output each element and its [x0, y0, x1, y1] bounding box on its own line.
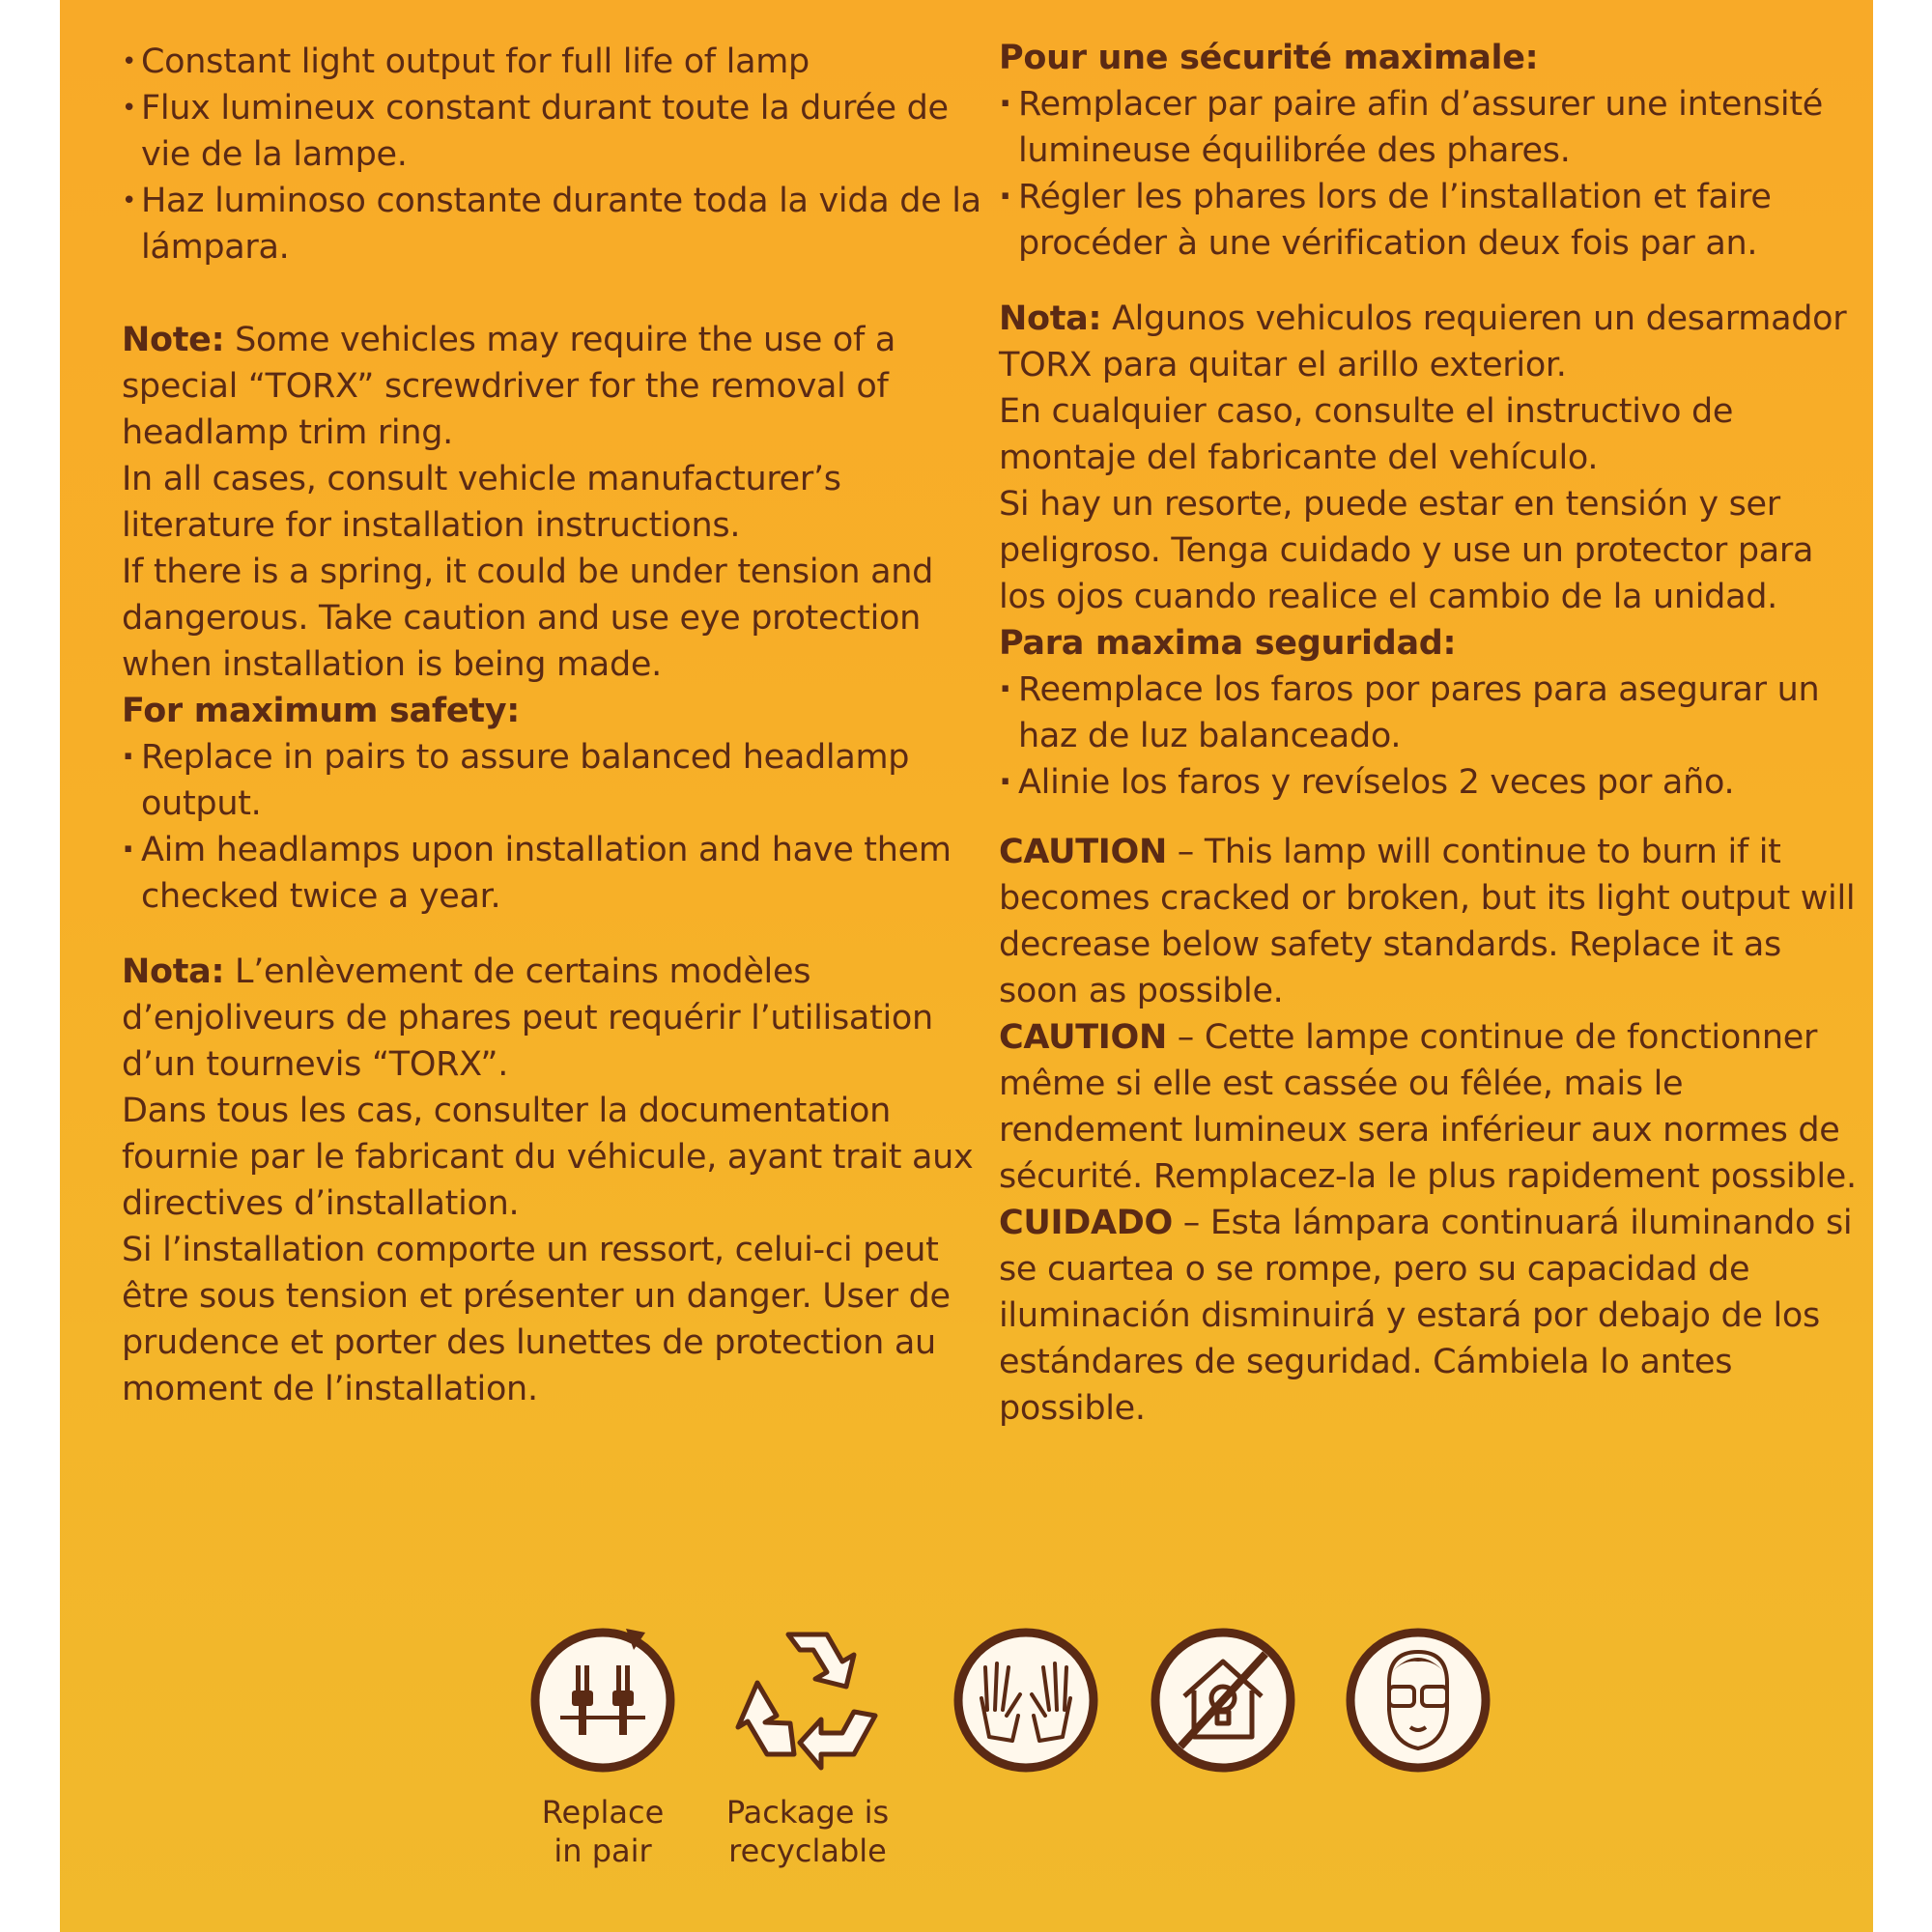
bullet-item: • Constant light output for full life of lamp [122, 39, 991, 85]
nota-text: L’enlèvement de certains modèles d’enjoliveurs de phares peut requérir l’utilisation d’un tournevis “TORX”. [122, 952, 933, 1084]
replace-pair-icon [526, 1623, 680, 1777]
gloves-icon [949, 1623, 1103, 1777]
replace-pair-label-line-2: in pair [554, 1833, 652, 1869]
caution-en-label: CAUTION [999, 833, 1167, 871]
es-safety-item: · Reemplace los faros por pares para asegurar un haz de luz balanceado. [999, 667, 1868, 759]
note-text: Some vehicles may require the use of a special “TORX” screwdriver for the removal of headlamp trim ring. [122, 321, 896, 452]
note-paragraph-3: If there is a spring, it could be under tension and dangerous. Take caution and use eye protection when installation is being made. [122, 553, 934, 684]
bullet-item: • Flux lumineux constant durant toute la durée de vie de la lampe. [122, 85, 991, 178]
es-nota-paragraph-2: En cualquier caso, consulte el instructivo de montaje del fabricante del vehículo. [999, 392, 1734, 477]
nota-label: Nota: [122, 952, 225, 991]
replace-pair-label-line-1: Replace [541, 1794, 665, 1831]
caution-es-label: CUIDADO [999, 1204, 1173, 1242]
nota-paragraph [122, 949, 991, 1088]
note-paragraph [122, 317, 991, 456]
right-column [999, 35, 1868, 1432]
caution-fr-text: – Cette lampe continue de fonctionner même si elle est cassée ou fêlée, mais le rendement lumineux sera inférieur aux normes de sécurité. Remplacez-la le plus rapidement possible. [999, 1018, 1857, 1196]
caution-fr-label: CAUTION [999, 1018, 1167, 1057]
recycle-label-line-1: Package is [725, 1794, 890, 1831]
caution-es [999, 1200, 1868, 1432]
fr-safety-item: · Remplacer par paire afin d’assurer une intensité lumineuse équilibrée des phares. [999, 81, 1868, 174]
nota-paragraph-2: Dans tous les cas, consulter la documentation fournie par le fabricant du véhicule, ayant trait aux directives d’installation. [122, 1092, 974, 1223]
left-column [122, 39, 991, 1412]
caution-es-text: – Esta lámpara continuará iluminando si se cuartea o se rompe, pero su capacidad de iluminación disminuirá y estará por debajo de los estándares de seguridad. Cámbiela lo antes possible. [999, 1204, 1853, 1428]
es-nota-label: Nota: [999, 299, 1102, 338]
recycle-icon [730, 1623, 885, 1777]
caution-en [999, 829, 1868, 1014]
fr-safety-item: · Régler les phares lors de l’installation et faire procéder à une vérification deux fois par an. [999, 174, 1868, 267]
nota-paragraph-3: Si l’installation comporte un ressort, celui-ci peut être sous tension et présenter un danger. User de prudence et porter des lunettes de protection au moment de l’installation. [122, 1231, 951, 1408]
bullet-item: • Haz luminoso constante durante toda la vida de la lámpara. [122, 178, 991, 270]
note-paragraph-2: In all cases, consult vehicle manufacturer’s literature for installation instructions. [122, 460, 841, 545]
no-household-icon [1146, 1623, 1300, 1777]
es-nota-text: Algunos vehiculos requieren un desarmador TORX para quitar el arillo exterior. [999, 299, 1847, 384]
note-label: Note: [122, 321, 225, 359]
recycle-label [701, 1793, 914, 1870]
pictogram-row [466, 1623, 1528, 1874]
package-panel [60, 0, 1873, 1932]
replace-pair-label [497, 1793, 709, 1870]
caution-en-text: – This lamp will continue to burn if it becomes cracked or broken, but its light output will decrease below safety standards. Replace it as soon as possible. [999, 833, 1856, 1010]
safety-item: · Aim headlamps upon installation and have them checked twice a year. [122, 827, 991, 920]
safety-title: For maximum safety: [122, 692, 520, 730]
safety-glasses-icon [1341, 1623, 1495, 1777]
es-nota-paragraph-3: Si hay un resorte, puede estar en tensión y ser peligroso. Tenga cuidado y use un protector para los ojos cuando realice el cambio de la unidad. [999, 485, 1814, 616]
es-safety-item: · Alinie los faros y revíselos 2 veces por año. [999, 759, 1868, 806]
caution-fr [999, 1014, 1868, 1200]
es-nota-paragraph [999, 296, 1868, 388]
es-safety-title: Para maxima seguridad: [999, 624, 1457, 663]
recycle-label-line-2: recyclable [728, 1833, 887, 1869]
fr-safety-title: Pour une sécurité maximale: [999, 39, 1539, 77]
safety-item: · Replace in pairs to assure balanced headlamp output. [122, 734, 991, 827]
